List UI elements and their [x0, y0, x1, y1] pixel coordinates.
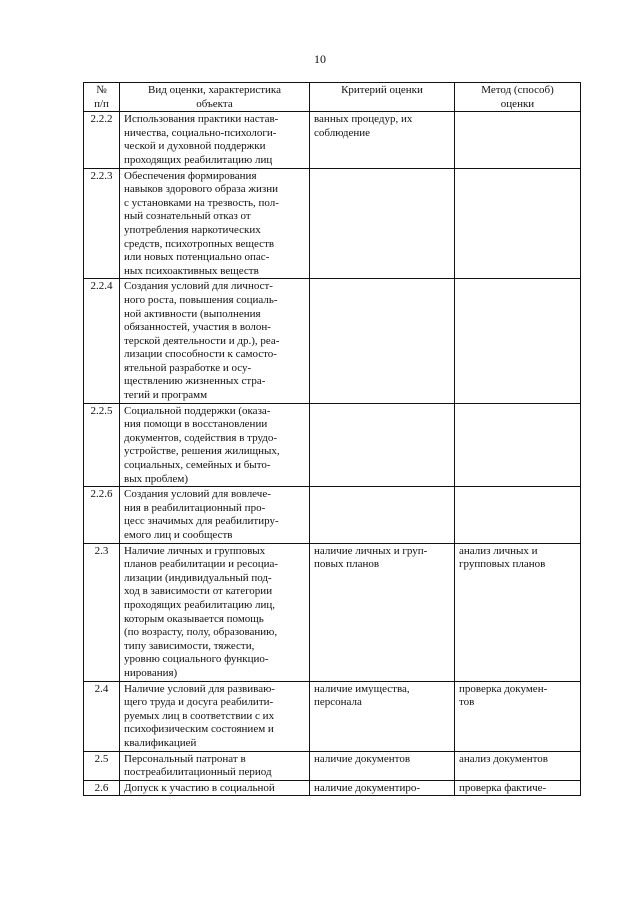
table-row	[84, 487, 581, 543]
row-criterion: наличие документиро-	[310, 780, 455, 796]
row-method	[455, 112, 581, 168]
row-type: Наличие условий для развиваю- щего труда и досуга реабилити- руемых лиц в соответствии с их психофизическим состоянием и квалификацией	[120, 681, 310, 751]
row-method: анализ личных и групповых планов	[455, 543, 581, 681]
row-num: 2.6	[84, 780, 120, 796]
row-method: анализ документов	[455, 751, 581, 780]
row-type: Социальной поддержки (оказа- ния помощи в восстановлении документов, содействия в трудо- устройстве, решения жилищных, социальных, семейных и быто- вых проблем)	[120, 403, 310, 487]
row-type: Обеспечения формирования навыков здорового образа жизни с установками на трезвость, пол- ный сознательный отказ от употребления наркотических средств, психотропных веществ или новых потенциально опас- ных психоактивных веществ	[120, 168, 310, 279]
row-num: 2.2.2	[84, 112, 120, 168]
table-row	[84, 751, 581, 780]
row-num: 2.2.6	[84, 487, 120, 543]
row-criterion	[310, 487, 455, 543]
row-type: Создания условий для личност- ного роста, повышения социаль- ной активности (выполнения обязанностей, участия в волон- терской деятельности и др.), реа- лизации способности к самосто- ятельной разработке и осу- ществлению жизненных стра- тегий и программ	[120, 279, 310, 403]
row-method	[455, 168, 581, 279]
row-method	[455, 279, 581, 403]
row-criterion: наличие имущества, персонала	[310, 681, 455, 751]
table-row	[84, 543, 581, 681]
evaluation-table	[83, 82, 581, 796]
row-type: Персональный патронат в постреабилитационный период	[120, 751, 310, 780]
row-criterion: ванных процедур, их соблюдение	[310, 112, 455, 168]
table-header-row	[84, 83, 581, 112]
header-method: Метод (способ) оценки	[455, 83, 581, 112]
header-criterion: Критерий оценки	[310, 83, 455, 112]
row-criterion	[310, 168, 455, 279]
row-type: Допуск к участию в социальной	[120, 780, 310, 796]
table-row	[84, 780, 581, 796]
row-method	[455, 403, 581, 487]
row-type: Создания условий для вовлече- ния в реабилитационный про- цесс значимых для реабилитиру- емого лиц и сообществ	[120, 487, 310, 543]
header-num: № п/п	[84, 83, 120, 112]
row-type: Наличие личных и групповых планов реабилитации и ресоциа- лизации (индивидуальный под- ход в зависимости от категории проходящих реабилитацию лиц, которым оказывается помощь (по возрасту, полу, образованию, типу зависимости, тяжести, уровню социального функцио- нирования)	[120, 543, 310, 681]
header-type: Вид оценки, характеристика объекта	[120, 83, 310, 112]
row-method: проверка фактиче-	[455, 780, 581, 796]
row-num: 2.4	[84, 681, 120, 751]
table-row	[84, 403, 581, 487]
row-method	[455, 487, 581, 543]
row-num: 2.3	[84, 543, 120, 681]
page-number: 10	[314, 52, 326, 66]
row-criterion: наличие личных и груп- повых планов	[310, 543, 455, 681]
row-criterion: наличие документов	[310, 751, 455, 780]
table-row	[84, 279, 581, 403]
row-num: 2.2.3	[84, 168, 120, 279]
row-num: 2.5	[84, 751, 120, 780]
row-criterion	[310, 279, 455, 403]
row-criterion	[310, 403, 455, 487]
table-row	[84, 168, 581, 279]
table-row	[84, 112, 581, 168]
row-method: проверка докумен- тов	[455, 681, 581, 751]
table-row	[84, 681, 581, 751]
row-num: 2.2.4	[84, 279, 120, 403]
row-num: 2.2.5	[84, 403, 120, 487]
row-type: Использования практики настав- ничества, социально-психологи- ческой и духовной поддержки проходящих реабилитацию лиц	[120, 112, 310, 168]
